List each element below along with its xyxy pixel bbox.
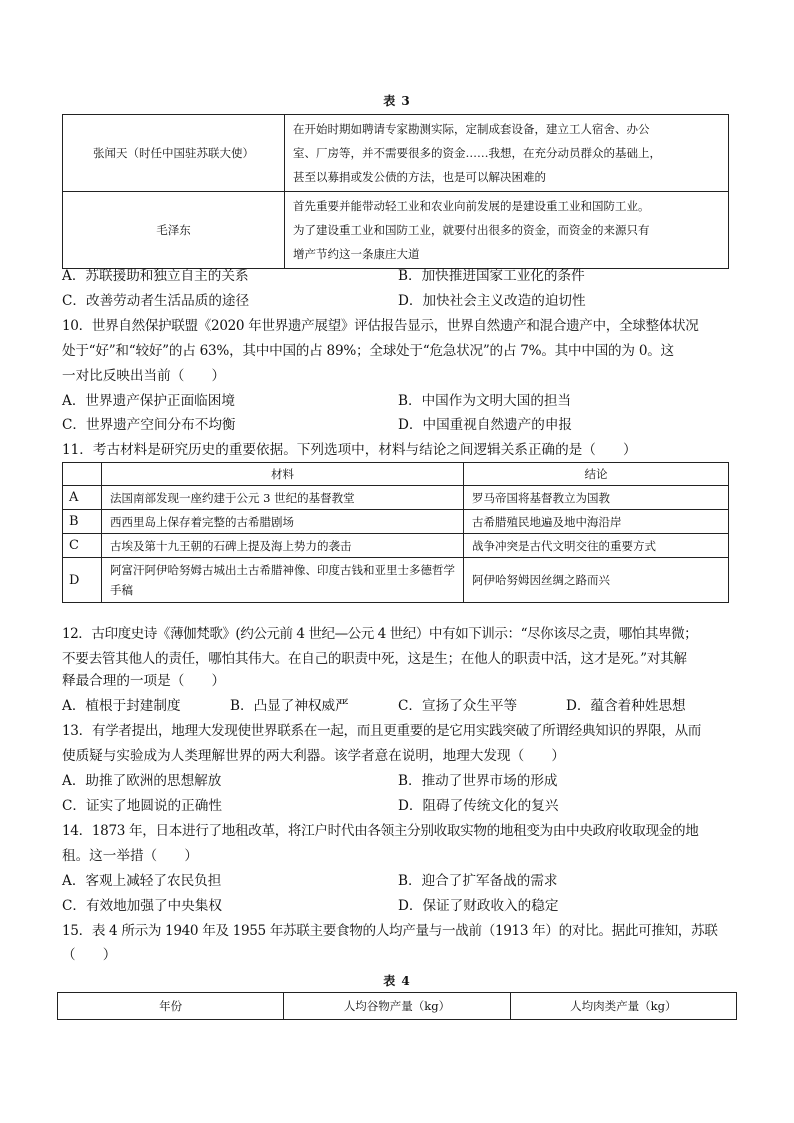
table3-quote: [285, 115, 729, 192]
table4-header-grain: 人均谷物产量（kg）: [284, 993, 510, 1020]
q15-stem-line: （ ）: [62, 947, 117, 963]
table4-header-year: 年份: [58, 993, 284, 1020]
q11-row-label: D: [63, 558, 102, 603]
q12-stem-line: 释最合理的一项是（ ）: [62, 673, 226, 689]
table3-caption: 表 3: [383, 94, 411, 108]
q12-option-b[interactable]: B．凸显了神权威严: [230, 698, 349, 714]
table4: [57, 992, 737, 1020]
table-row[interactable]: [63, 510, 729, 534]
q10-stem-line: 10．世界自然保护联盟《2020 年世界遗产展望》评估报告显示，世界自然遗产和混合遗产中，全球整体状况: [62, 318, 699, 334]
q11-row-material: 西西里岛上保存着完整的古希腊剧场: [102, 510, 464, 534]
q11-row-conclusion: 阿伊哈努姆因丝绸之路而兴: [464, 558, 729, 603]
q14-option-d[interactable]: D．保证了财政收入的稳定: [398, 898, 559, 914]
q11-table: [62, 462, 729, 603]
q12-option-d[interactable]: D．蕴含着种姓思想: [566, 698, 686, 714]
q11-row-label: B: [63, 510, 102, 534]
table4-header-row: [58, 993, 737, 1020]
q11-row-label: A: [63, 486, 102, 510]
table4-header-meat: 人均肉类产量（kg）: [510, 993, 736, 1020]
q14-option-b[interactable]: B．迎合了扩军备战的需求: [398, 873, 558, 889]
q9-option-d[interactable]: D．加快社会主义改造的迫切性: [398, 293, 586, 309]
q9-option-a[interactable]: A．苏联援助和独立自主的关系: [62, 268, 249, 284]
table3-quote-line: 增产节约这一条康庄大道: [293, 247, 420, 261]
table3-speaker: 张闻天（时任中国驻苏联大使）: [63, 115, 285, 192]
q11-header-row: [63, 463, 729, 486]
q10-option-c[interactable]: C．世界遗产空间分布不均衡: [62, 417, 236, 433]
q11-row-material: 法国南部发现一座约建于公元 3 世纪的基督教堂: [102, 486, 464, 510]
q11-row-label: C: [63, 534, 102, 558]
q11-stem: 11．考古材料是研究历史的重要依据。下列选项中，材料与结论之间逻辑关系正确的是（ ）: [62, 442, 637, 458]
table-row[interactable]: [63, 486, 729, 510]
q12-stem-line: 12．古印度史诗《薄伽梵歌》(约公元前 4 世纪—公元 4 世纪）中有如下训示：“尽你该尽之责，哪怕其卑微；: [62, 626, 698, 642]
q11-row-material: 阿富汗阿伊哈努姆古城出土古希腊神像、印度古钱和亚里士多德哲学手稿: [102, 558, 464, 603]
table3-quote-line: 室、厂房等，并不需要很多的资金……我想，在充分动员群众的基础上，: [293, 146, 661, 160]
q12-stem-line: 不要去管其他人的责任，哪怕其伟大。在自己的职责中死，这是生；在他人的职责中活，这才是死。”对其解: [62, 651, 687, 667]
table3-quote-line: 在开始时期如聘请专家勘测实际，定制成套设备，建立工人宿舍、办公: [293, 122, 650, 136]
q12-option-a[interactable]: A．植根于封建制度: [62, 698, 181, 714]
q11-header-label: [63, 463, 102, 486]
q11-header-material: 材料: [102, 463, 464, 486]
q13-option-a[interactable]: A．助推了欧洲的思想解放: [62, 773, 222, 789]
table4-caption: 表 4: [383, 974, 411, 988]
table-row[interactable]: [63, 558, 729, 603]
table-row[interactable]: [63, 534, 729, 558]
table3-quote-line: 为了建设重工业和国防工业，就要付出很多的资金，而资金的来源只有: [293, 223, 650, 237]
q14-stem-line: 14．1873 年，日本进行了地租改革，将江户时代由各领主分别收取实物的地租变为由中央政府收取现金的地: [62, 823, 699, 839]
q9-option-b[interactable]: B．加快推进国家工业化的条件: [398, 268, 585, 284]
table3-quote: [285, 192, 729, 269]
q15-stem-line: 15．表 4 所示为 1940 年及 1955 年苏联主要食物的人均产量与一战前（1913 年）的对比。据此可推知，苏联: [62, 923, 718, 939]
q11-row-material: 古埃及第十九王朝的石碑上提及海上势力的袭击: [102, 534, 464, 558]
q12-option-c[interactable]: C．宣扬了众生平等: [398, 698, 518, 714]
q13-stem-line: 13．有学者提出，地理大发现使世界联系在一起，而且更重要的是它用实践突破了所谓经典知识的界限，从而: [62, 723, 702, 739]
q13-option-c[interactable]: C．证实了地圆说的正确性: [62, 798, 222, 814]
table3-row: [63, 115, 729, 192]
q10-option-b[interactable]: B．中国作为文明大国的担当: [398, 393, 572, 409]
table3-speaker: 毛泽东: [63, 192, 285, 269]
q14-option-a[interactable]: A．客观上减轻了农民负担: [62, 873, 222, 889]
q11-row-conclusion: 古希腊殖民地遍及地中海沿岸: [464, 510, 729, 534]
q10-stem-line: 一对比反映出当前（ ）: [62, 368, 226, 384]
q10-option-d[interactable]: D．中国重视自然遗产的申报: [398, 417, 573, 433]
q9-option-c[interactable]: C．改善劳动者生活品质的途径: [62, 293, 250, 309]
table3: [62, 114, 729, 269]
q13-option-d[interactable]: D．阻碍了传统文化的复兴: [398, 798, 559, 814]
q13-stem-line: 使质疑与实验成为人类理解世界的两大利器。该学者意在说明，地理大发现（ ）: [62, 748, 565, 764]
q11-header-conclusion: 结论: [464, 463, 729, 486]
table3-row: [63, 192, 729, 269]
table3-quote-line: 首先重要并能带动轻工业和农业向前发展的是建设重工业和国防工业。: [293, 199, 650, 213]
q10-option-a[interactable]: A．世界遗产保护正面临困境: [62, 393, 235, 409]
q11-row-conclusion: 罗马帝国将基督教立为国教: [464, 486, 729, 510]
q10-stem-line: 处于“好”和“较好”的占 63%，其中中国的占 89%；全球处于“危急状况”的占 7%。其中中国的为 0。这: [62, 343, 674, 359]
q14-option-c[interactable]: C．有效地加强了中央集权: [62, 898, 222, 914]
table3-quote-line: 甚至以募捐或发公债的方法，也是可以解决困难的: [293, 170, 546, 184]
q14-stem-line: 租。这一举措（ ）: [62, 848, 198, 864]
q11-row-conclusion: 战争冲突是古代文明交往的重要方式: [464, 534, 729, 558]
q13-option-b[interactable]: B．推动了世界市场的形成: [398, 773, 558, 789]
